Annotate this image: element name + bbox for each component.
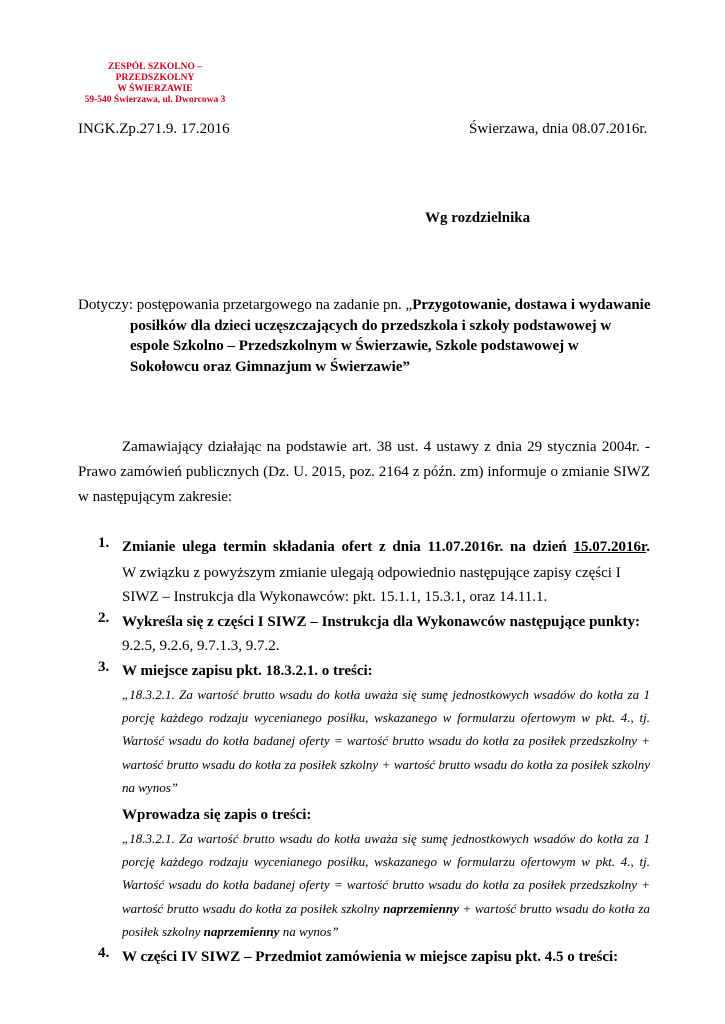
stamp-line: ZESPÓŁ SZKOLNO – bbox=[108, 62, 202, 72]
stamp-line: W ŚWIERZAWIE bbox=[117, 84, 193, 94]
item-sub: 9.2.5, 9.2.6, 9.7.1.3, 9.7.2. bbox=[122, 638, 280, 654]
item-heading: W miejsce zapisu pkt. 18.3.2.1. o treści: bbox=[122, 663, 373, 679]
item-heading: Zmianie ulega termin składania ofert z dnia 11.07.2016r. na dzień bbox=[122, 539, 567, 555]
item-heading: Wykreśla się z części I SIWZ – Instrukcja dla Wykonawców następujące punkty: bbox=[122, 614, 640, 630]
school-stamp bbox=[70, 62, 240, 106]
item-number: 3. bbox=[98, 659, 110, 675]
recipient: Wg rozdzielnika bbox=[425, 210, 531, 226]
item-heading-2: Wprowadza się zapis o treści: bbox=[122, 807, 312, 824]
subject-lead: postępowania przetargowego na zadanie pn. „ bbox=[136, 297, 413, 313]
stamp-line: PRZEDSZKOLNY bbox=[115, 73, 195, 83]
old-clause-quote: „18.3.2.1. Za wartość brutto wsadu do kotła uważa się sumę jednostkowych wsadów do kotła za 1 porcję każdego rodzaju wycenianego posiłku, wskazanego w formularzu ofertowym w pkt. 4., tj. Wartość wsadu do kotła badanej oferty = wartość brutto wsadu do kotła za posiłek przedszkolny + wartość brutto wsadu do kotła za posiłek szkolny + wartość brutto wsadu do kotła za posiłek szkolny na wynos” bbox=[122, 687, 650, 795]
subject-block bbox=[78, 295, 650, 377]
subject-title-first: Przygotowanie, dostawa i wydawanie bbox=[412, 297, 651, 313]
reference-number: INGK.Zp.271.9. 17.2016 bbox=[78, 121, 230, 137]
stamp-line: 59-540 Świerzawa, ul. Dworcowa 3 bbox=[84, 95, 226, 105]
item-sub: W związku z powyższym zmianie ulegają odpowiednio następujące zapisy części I SIWZ – Instrukcja dla Wykonawców: pkt. 15.1.1, 15.3.1, oraz 14.11.1. bbox=[122, 565, 621, 605]
new-clause-quote: „18.3.2.1. Za wartość brutto wsadu do kotła uważa się sumę jednostkowych wsadów do kotła za 1 porcję każdego rodzaju wycenianego posiłku, wskazanego w formularzu ofertowym w pkt. 4., tj. Wartość wsadu do kotła badanej oferty = wartość brutto wsadu do kotła za posiłek przedszkolny + wartość brutto wsadu do kotła za posiłek szkolny naprzemienny + wartość brutto wsadu do kotła za posiłek szkolny naprzemienny na wynos” bbox=[122, 831, 650, 939]
list-item bbox=[98, 945, 650, 969]
list-item bbox=[98, 610, 650, 658]
list-item bbox=[98, 659, 650, 943]
item-number: 4. bbox=[98, 945, 110, 962]
changes-list bbox=[98, 535, 650, 969]
subject-title-rest: posiłków dla dzieci uczęszczających do przedszkola i szkoły podstawowej w espole Szkolno – Przedszkolnym w Świerzawie, Szkole podstawowej w Sokołowcu oraz Gimnazjum w Świerzawie” bbox=[130, 317, 612, 375]
subject-label: Dotyczy: bbox=[78, 297, 133, 313]
item-number: 2. bbox=[98, 610, 110, 626]
item-number: 1. bbox=[98, 535, 110, 551]
new-deadline: 15.07.2016r bbox=[573, 539, 647, 555]
list-item: 1. Zmianie ulega termin składania ofert z dnia 11.07.2016r. na dzień 15.07.2016r. W związku z powyższym zmianie ulegają odpowiednio następujące zapisy części I SIWZ – Instrukcja dla Wykonawców: pkt. 15.1.1, 15.3.1, oraz 14.11.1. bbox=[98, 535, 650, 609]
intro-paragraph: Zamawiający działając na podstawie art. 38 ust. 4 ustawy z dnia 29 stycznia 2004r. - Prawo zamówień publicznych (Dz. U. 2015, poz. 2164 z późn. zm) informuje o zmianie SIWZ w następującym zakresie: bbox=[78, 439, 650, 505]
item-heading: W części IV SIWZ – Przedmiot zamówienia w miejsce zapisu pkt. 4.5 o treści: bbox=[122, 949, 619, 966]
place-date: Świerzawa, dnia 08.07.2016r. bbox=[469, 121, 648, 137]
